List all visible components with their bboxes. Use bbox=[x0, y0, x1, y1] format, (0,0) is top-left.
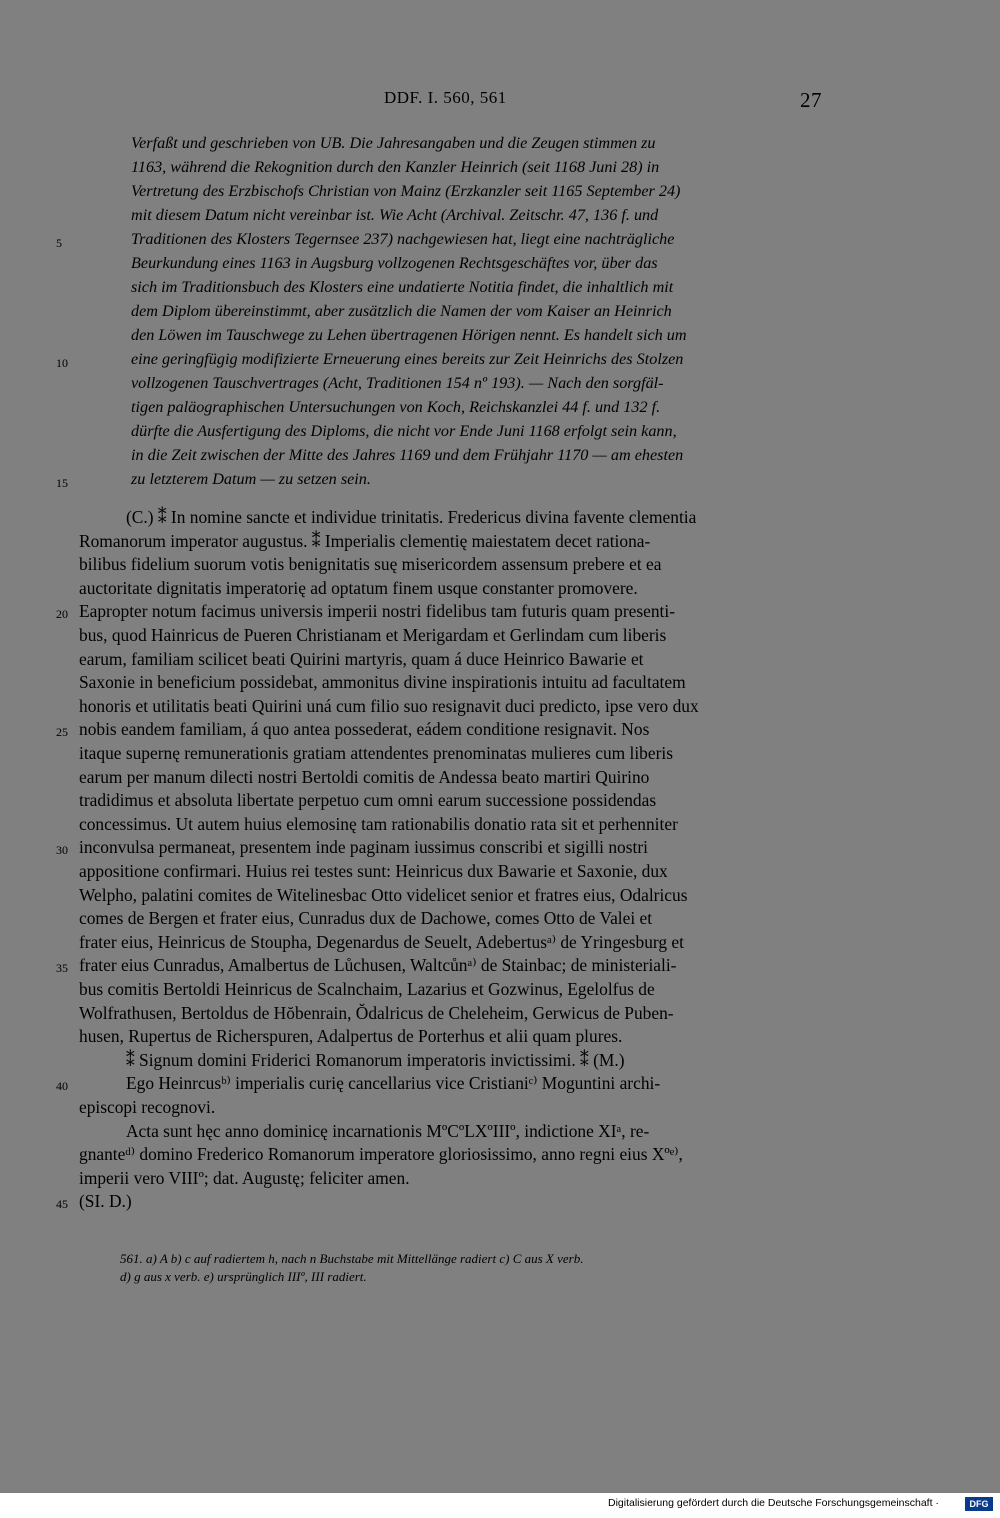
commentary-text: Verfaßt und geschrieben von UB. Die Jahresangaben und die Zeugen stimmen zu bbox=[131, 134, 656, 152]
dfg-logo: DFG bbox=[965, 1497, 993, 1511]
line-number: 40 bbox=[56, 1079, 68, 1094]
charter-text: honoris et utilitatis beati Quirini uná cum filio suo resignavit duci predicto, ipse vero dux bbox=[79, 695, 699, 716]
line-number: 10 bbox=[56, 356, 68, 370]
charter-text: bus comitis Bertoldi Heinricus de Scalnchaim, Lazarius et Gozwinus, Egelolfus de bbox=[79, 979, 655, 999]
charter-text: episcopi recognovi. bbox=[79, 1097, 216, 1117]
footnote-text: 561. a) A b) c auf radiertem h, nach n Buchstabe mit Mittellänge radiert c) C aus X verb. bbox=[120, 1251, 584, 1266]
page-number: 27 bbox=[800, 88, 822, 112]
charter-text: bus, quod Hainricus de Pueren Christianam et Merigardam et Gerlindam cum liberis bbox=[79, 625, 667, 645]
charter-text: frater eius, Heinricus de Stoupha, Degenardus de Seuelt, Adebertusᵃ⁾ de Yringesburg et bbox=[79, 931, 684, 952]
commentary-text: mit diesem Datum nicht vereinbar ist. Wie Acht (Archival. Zeitschr. 47, 136 f. und bbox=[131, 206, 659, 224]
charter-text: gnanteᵈ⁾ domino Frederico Romanorum imperatore gloriosissimo, anno regni eius Xºᵉ⁾, bbox=[79, 1144, 683, 1165]
line-number: 35 bbox=[56, 961, 68, 976]
charter-text: appositione confirmari. Huius rei testes sunt: Heinricus dux Bawarie et Saxonie, dux bbox=[79, 861, 668, 881]
running-head: DDF. I. 560, 561 bbox=[384, 88, 507, 107]
line-number: 20 bbox=[56, 607, 68, 622]
charter-text: concessimus. Ut autem huius elemosinę tam rationabilis donatio rata sit et perhenniter bbox=[79, 813, 678, 834]
commentary-text: sich im Traditionsbuch des Klosters eine undatierte Notitia findet, die inhaltlich mit bbox=[131, 278, 674, 296]
charter-text: frater eius Cunradus, Amalbertus de Lůchusen, Waltcůnᵃ⁾ de Stainbac; de ministeriali- bbox=[79, 955, 677, 976]
commentary-text: tigen paläographischen Untersuchungen von Koch, Reichskanzlei 44 f. und 132 f. bbox=[131, 398, 661, 416]
charter-text: inconvulsa permaneat, presentem inde paginam iussimus conscribi et sigilli nostri bbox=[79, 837, 648, 858]
line-number: 5 bbox=[56, 236, 62, 250]
charter-text: Acta sunt hęc anno dominicę incarnationis MºCºLXºIIIº, indictione XIᵃ, re- bbox=[126, 1120, 650, 1141]
line-number: 45 bbox=[56, 1197, 68, 1212]
commentary-text: den Löwen im Tauschwege zu Lehen übertragenen Hörigen nennt. Es handelt sich um bbox=[131, 326, 687, 344]
commentary-text: Vertretung des Erzbischofs Christian von Mainz (Erzkanzler seit 1165 September 24) bbox=[131, 182, 681, 200]
charter-text: ⁑ Signum domini Friderici Romanorum imperatoris invictissimi. ⁑ (M.) bbox=[126, 1049, 625, 1070]
charter-text: (SI. D.) bbox=[79, 1191, 132, 1212]
commentary-text: vollzogenen Tauschvertrages (Acht, Traditionen 154 nº 193). — Nach den sorgfäl- bbox=[131, 374, 664, 392]
charter-text: earum per manum dilecti nostri Bertoldi comitis de Andessa beato martiri Quirino bbox=[79, 766, 650, 787]
charter-text: Ego Heinrcusᵇ⁾ imperialis curię cancellarius vice Cristianiᶜ⁾ Moguntini archi- bbox=[126, 1073, 661, 1094]
charter-text: itaque supernę remunerationis gratiam attendentes prenominatas mulieres cum liberis bbox=[79, 743, 673, 763]
charter-text: (C.) ⁑ In nomine sancte et individue trinitatis. Fredericus divina favente clementia bbox=[126, 507, 697, 527]
commentary-text: in die Zeit zwischen der Mitte des Jahres 1169 und dem Frühjahr 1170 — am ehesten bbox=[131, 446, 684, 464]
charter-text: earum, familiam scilicet beati Quirini martyris, quam á duce Heinrico Bawarie et bbox=[79, 648, 644, 669]
charter-text: Wolfrathusen, Bertoldus de Hŏbenrain, Ŏdalricus de Cheleheim, Gerwicus de Puben- bbox=[79, 1002, 674, 1023]
charter-text: husen, Rupertus de Richerspuren, Adalpertus de Porterhus et alii quam plures. bbox=[79, 1026, 623, 1047]
footnote-text: d) g aus x verb. e) ursprünglich IIIº, III radiert. bbox=[120, 1269, 367, 1284]
charter-text: Saxonie in beneficium possidebat, ammonitus divine inspirationis intuitu ad facultatem bbox=[79, 672, 686, 693]
charter-text: Romanorum imperator augustus. ⁑ Imperialis clementię maiestatem decet rationa- bbox=[79, 530, 651, 551]
commentary-text: Beurkundung eines 1163 in Augsburg vollzogenen Rechtsgeschäftes vor, über das bbox=[131, 254, 658, 272]
charter-text: imperii vero VIIIº; dat. Augustę; feliciter amen. bbox=[79, 1167, 410, 1188]
commentary-text: Traditionen des Klosters Tegernsee 237) nachgewiesen hat, liegt eine nachträgliche bbox=[131, 230, 675, 248]
commentary-text: eine geringfügig modifizierte Erneuerung eines bereits zur Zeit Heinrichs des Stolzen bbox=[131, 350, 684, 368]
charter-text: bilibus fidelium suorum votis benignitatis suę misericordem assensum prebere et ea bbox=[79, 554, 662, 575]
line-number: 15 bbox=[56, 476, 68, 490]
charter-text: Welpho, palatini comites de Witelinesbac Otto videlicet senior et fratres eius, Odalricus bbox=[79, 884, 688, 905]
commentary-text: dem Diplom übereinstimmt, aber zusätzlich die Namen der vom Kaiser an Heinrich bbox=[131, 302, 672, 320]
charter-text: tradidimus et absoluta libertate perpetuo cum omni earum successione possidendas bbox=[79, 790, 657, 811]
commentary-text: zu letzterem Datum — zu setzen sein. bbox=[131, 470, 371, 488]
line-number: 30 bbox=[56, 843, 68, 858]
commentary-text: dürfte die Ausfertigung des Diploms, die nicht vor Ende Juni 1168 erfolgt sein kann, bbox=[131, 422, 677, 440]
charter-text: auctoritate dignitatis imperatorię ad optatum finem usque constanter promovere. bbox=[79, 577, 638, 598]
commentary-text: 1163, während die Rekognition durch den Kanzler Heinrich (seit 1168 Juni 28) in bbox=[131, 158, 660, 176]
charter-text: comes de Bergen et frater eius, Cunradus dux de Dachowe, comes Otto de Valei et bbox=[79, 908, 653, 929]
line-number: 25 bbox=[56, 725, 68, 740]
dfg-credit-text: Digitalisierung gefördert durch die Deutsche Forschungsgemeinschaft · bbox=[608, 1497, 939, 1509]
charter-text: Eapropter notum facimus universis imperii nostri fidelibus tam futuris quam presenti- bbox=[79, 601, 675, 622]
charter-text: nobis eandem familiam, á quo antea possederat, eádem conditione resignavit. Nos bbox=[79, 719, 650, 740]
